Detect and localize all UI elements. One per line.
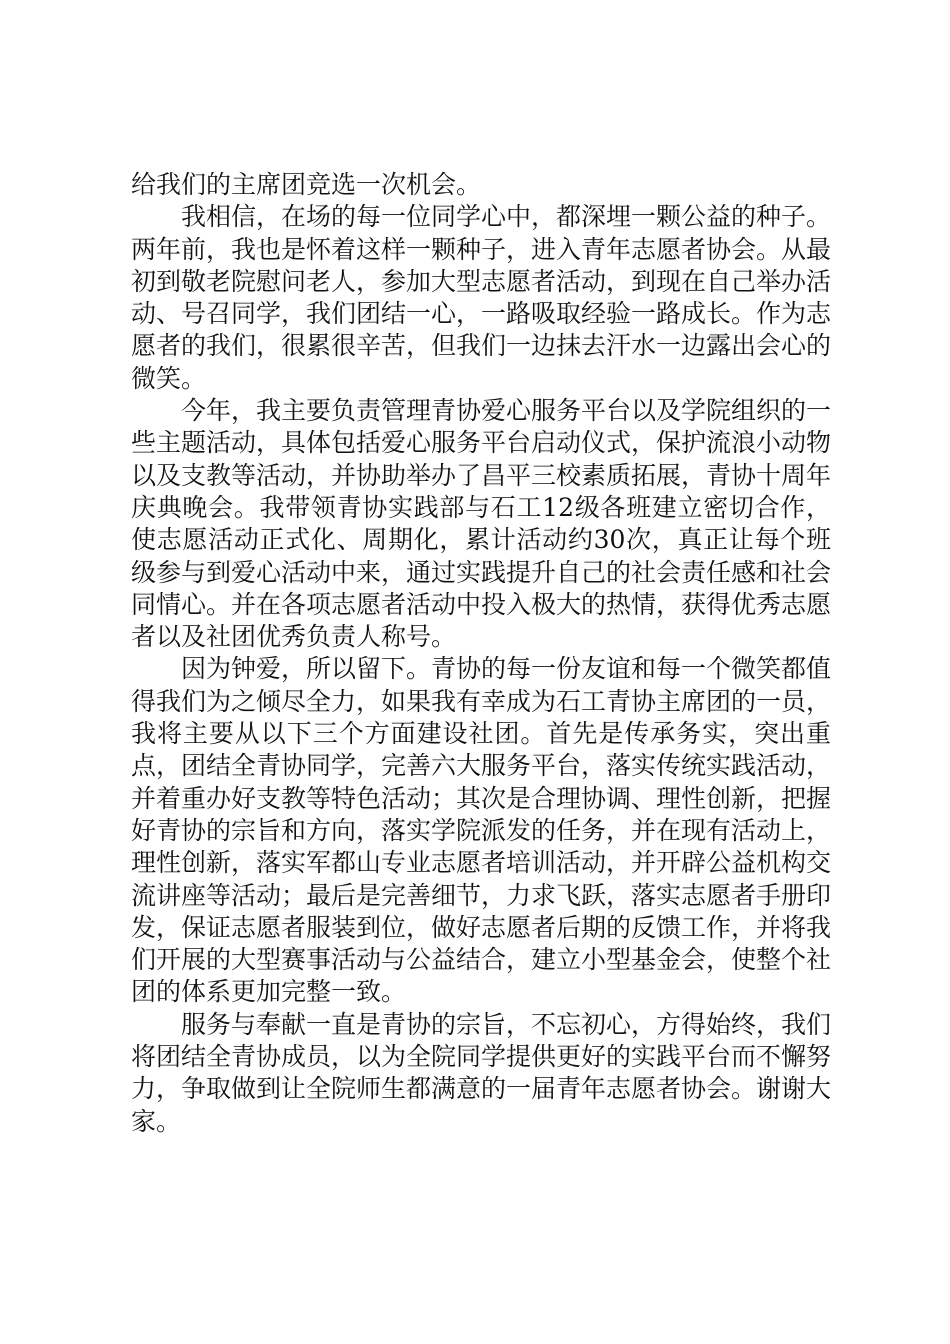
document-body bbox=[131, 169, 831, 1138]
paragraph-closing: 服务与奉献一直是青协的宗旨，不忘初心，方得始终，我们将团结全青协成员，以为全院同学提供更好的实践平台而不懈努力，争取做到让全院师生都满意的一届青年志愿者协会。谢谢大家。 bbox=[131, 1009, 832, 1136]
paragraph-continuation: 给我们的主席团竞选一次机会。 bbox=[131, 170, 482, 199]
paragraph-this-year: 今年，我主要负责管理青协爱心服务平台以及学院组织的一些主题活动，具体包括爱心服务平台启动仪式，保护流浪小动物以及支教等活动，并协助举办了昌平三校素质拓展，青协十周年庆典晚会。我带领青协实践部与石工12级各班建立密切合作，使志愿活动正式化、周期化，累计活动约30次，真正让每个班级参与到爱心活动中来，通过实践提升自己的社会责任感和社会同情心。并在各项志愿者活动中投入极大的热情，获得优秀志愿者以及社团优秀负责人称号。 bbox=[131, 396, 832, 652]
paragraph-belief: 我相信，在场的每一位同学心中，都深埋一颗公益的种子。两年前，我也是怀着这样一颗种子，进入青年志愿者协会。从最初到敬老院慰问老人，参加大型志愿者活动，到现在自己举办活动、号召同学，我们团结一心，一路吸取经验一路成长。作为志愿者的我们，很累很辛苦，但我们一边抹去汗水一边露出会心的微笑。 bbox=[131, 202, 832, 393]
paragraph-plans: 因为钟爱，所以留下。青协的每一份友谊和每一个微笑都值得我们为之倾尽全力，如果我有幸成为石工青协主席团的一员，我将主要从以下三个方面建设社团。首先是传承务实，突出重点，团结全青协同学，完善六大服务平台，落实传统实践活动，并着重办好支教等特色活动；其次是合理协调、理性创新，把握好青协的宗旨和方向，落实学院派发的任务，并在现有活动上，理性创新，落实军都山专业志愿者培训活动，并开辟公益机构交流讲座等活动；最后是完善细节，力求飞跃，落实志愿者手册印发，保证志愿者服装到位，做好志愿者后期的反馈工作，并将我们开展的大型赛事活动与公益结合，建立小型基金会，使整个社团的体系更加完整一致。 bbox=[131, 654, 832, 1007]
